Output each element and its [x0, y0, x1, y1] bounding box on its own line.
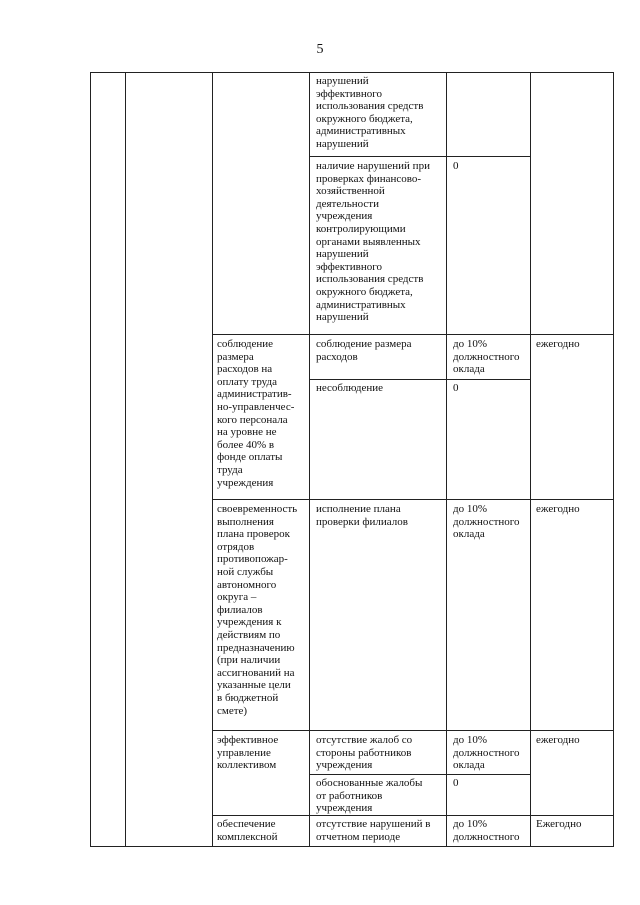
table-cell-amount: до 10% должностного оклада — [453, 503, 520, 541]
row-divider — [309, 774, 530, 775]
row-divider — [212, 334, 613, 335]
table-cell-indicator: отсутствие жалоб со стороны работников учреждения — [316, 734, 413, 772]
document-table — [90, 72, 614, 847]
table-cell-criterion: обеспечение комплексной — [217, 818, 278, 843]
table-cell-period: ежегодно — [536, 338, 580, 350]
table-cell-indicator: наличие нарушений при проверках финансово- хозяйственной деятельности учреждения контролирующими органами выявленных нарушений эффективного использования средств окружного бюджета, административных нарушений — [316, 160, 430, 324]
table-column-line — [125, 72, 126, 847]
table-cell-period: ежегодно — [536, 503, 580, 515]
table-cell-amount: до 10% должностного — [453, 818, 520, 843]
row-divider — [309, 379, 530, 380]
table-cell-indicator: несоблюдение — [316, 382, 384, 394]
row-divider — [212, 815, 613, 816]
table-cell-criterion: соблюдение размера расходов на оплату труда административ- но-управленчес- кого персонала на уровне не более 40% в фонде оплаты труда учреждения — [217, 338, 295, 489]
table-border-right — [613, 72, 614, 847]
table-cell-amount: до 10% должностного оклада — [453, 734, 520, 772]
table-cell-period: ежегодно — [536, 734, 580, 746]
table-cell-criterion: эффективное управление коллективом — [217, 734, 279, 772]
table-border-left — [90, 72, 91, 847]
row-divider — [212, 499, 613, 500]
table-cell-criterion: своевременность выполнения плана проверок отрядов противопожар- ной службы автономного округа – филиалов учреждения к действиям по предназначению (при наличии ассигнований на указанные цели в бюджетной смете) — [217, 503, 298, 717]
table-cell-period: Ежегодно — [536, 818, 582, 830]
table-cell-indicator: соблюдение размера расходов — [316, 338, 412, 363]
table-cell-indicator: обоснованные жалобы от работников учреждения — [316, 777, 423, 815]
table-cell-amount: 0 — [453, 382, 459, 394]
table-border-top — [90, 72, 614, 73]
table-cell-indicator: нарушений эффективного использования средств окружного бюджета, административных нарушений — [316, 75, 424, 150]
table-cell-amount: 0 — [453, 777, 459, 789]
table-border-bottom — [90, 846, 614, 847]
row-divider — [212, 730, 613, 731]
row-divider — [309, 156, 530, 157]
page-number: 5 — [316, 42, 324, 57]
table-cell-indicator: исполнение плана проверки филиалов — [316, 503, 408, 528]
table-cell-indicator: отсутствие нарушений в отчетном периоде — [316, 818, 431, 843]
table-cell-amount: 0 — [453, 160, 459, 172]
table-cell-amount: до 10% должностного оклада — [453, 338, 520, 376]
